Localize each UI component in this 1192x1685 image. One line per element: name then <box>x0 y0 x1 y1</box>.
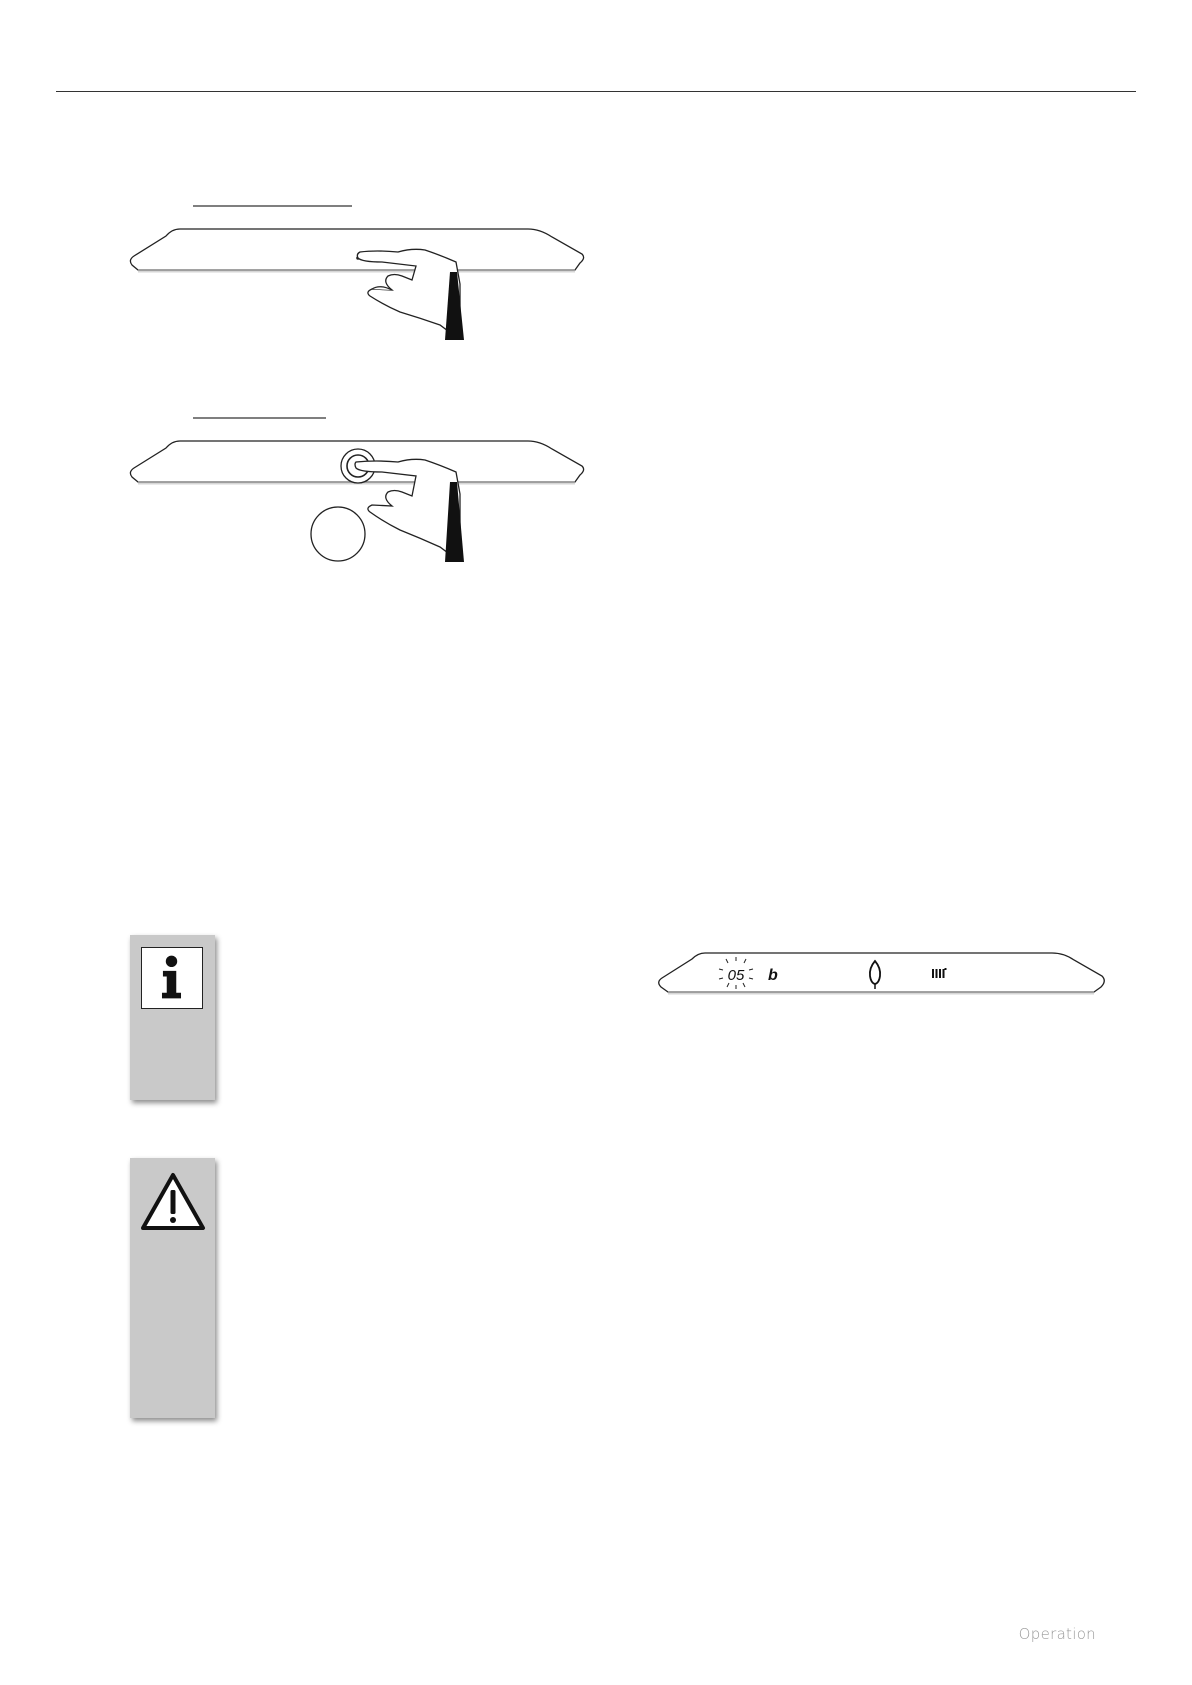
footer-section-label: Operation <box>1018 1625 1096 1643</box>
touch-panel-figure <box>120 200 590 340</box>
press-button-figure <box>120 412 590 562</box>
callout-circle <box>311 507 365 561</box>
lcd-panel <box>659 953 1105 992</box>
lcd-mode-letter: b <box>768 967 778 984</box>
lcd-display <box>650 935 1110 1003</box>
lcd-digits: 05 <box>727 967 745 984</box>
header-rule <box>56 91 1136 92</box>
warning-triangle-icon <box>140 1172 206 1232</box>
warning-notice <box>130 1158 215 1418</box>
info-icon <box>141 947 203 1009</box>
control-panel <box>130 229 583 270</box>
info-notice <box>130 935 215 1100</box>
